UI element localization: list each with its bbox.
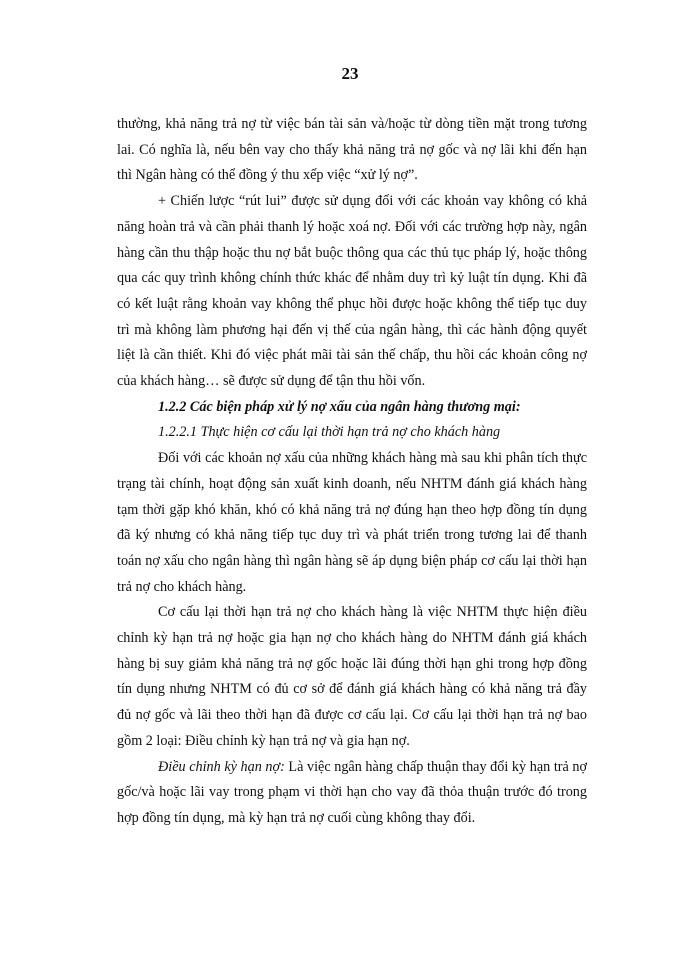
paragraph-restructure-definition: Cơ cấu lại thời hạn trả nợ cho khách hàng là việc NHTM thực hiện điều chỉnh kỳ hạn trả nợ hoặc gia hạn nợ cho khách hàng do NHTM đánh giá khách hàng bị suy giảm khả năng trả nợ gốc hoặc lãi đúng thời hạn ghi trong hợp đồng tín dụng nhưng NHTM có đủ cơ sở để đánh giá khách hàng có khả năng trả đầy đủ nợ gốc và lãi theo thời hạn đã được cơ cấu lại. Cơ cấu lại thời hạn trả nợ bao gồm 2 loại: Điều chỉnh kỳ hạn trả nợ và gia hạn nợ. [117,604,587,749]
paragraph-exit-strategy: + Chiến lược “rút lui” được sử dụng đối với các khoản vay không có khả năng hoàn trả và cần phải thanh lý hoặc xoá nợ. Đối với các trường hợp này, ngân hàng cần thu thập hoặc thu nợ bắt buộc thông qua các thủ tục pháp lý, hoặc thông qua các quy trình không chính thức khác để nhằm duy trì kỷ luật tín dụng. Khi đã có kết luật rằng khoản vay không thể phục hồi được hoặc không thể tiếp tục duy trì mà không làm phương hại đến vị thế của ngân hàng, thì các hành động quyết liệt là cần thiết. Khi đó việc phát mãi tài sản thế chấp, thu hồi các khoản công nợ của khách hàng… sẽ được sử dụng để tận thu hồi vốn. [117,193,587,390]
subsection-heading: 1.2.2.1 Thực hiện cơ cấu lại thời hạn trả nợ cho khách hàng [158,424,501,441]
paragraph-continuation: thường, khả năng trả nợ từ việc bán tài sản và/hoặc từ dòng tiền mặt trong tương lai. Có nghĩa là, nếu bên vay cho thấy khả năng trả nợ gốc và nợ lãi khi đến hạn thì Ngân hàng có thể đồng ý thu xếp việc “xử lý nợ”. [117,116,587,184]
paragraph-restructure-intro: Đối với các khoản nợ xấu của những khách hàng mà sau khi phân tích thực trạng tài chính, hoạt động sản xuất kinh doanh, nếu NHTM đánh giá khách hàng tạm thời gặp khó khăn, khó có khả năng trả nợ đúng hạn theo hợp đồng tín dụng đã ký nhưng có khả năng tiếp tục duy trì và phát triển trong tương lai để thanh toán nợ xấu cho ngân hàng thì ngân hàng sẽ áp dụng biện pháp cơ cấu lại thời hạn trả nợ cho khách hàng. [117,450,587,595]
paragraph-term-adjustment [117,755,587,832]
term-adjustment-text: Là việc ngân hàng chấp thuận thay đổi kỳ hạn trả nợ gốc/và hoặc lãi vay trong phạm vi thời hạn cho vay đã thỏa thuận trước đó trong hợp đồng tín dụng, mà kỳ hạn trả nợ cuối cùng không thay đổi. [117,758,587,826]
document-body [117,112,587,832]
term-adjustment-label: Điều chỉnh kỳ hạn nợ: [158,758,285,775]
section-heading: 1.2.2 Các biện pháp xử lý nợ xấu của ngân hàng thương mại: [158,398,521,415]
page-number: 23 [341,64,359,83]
